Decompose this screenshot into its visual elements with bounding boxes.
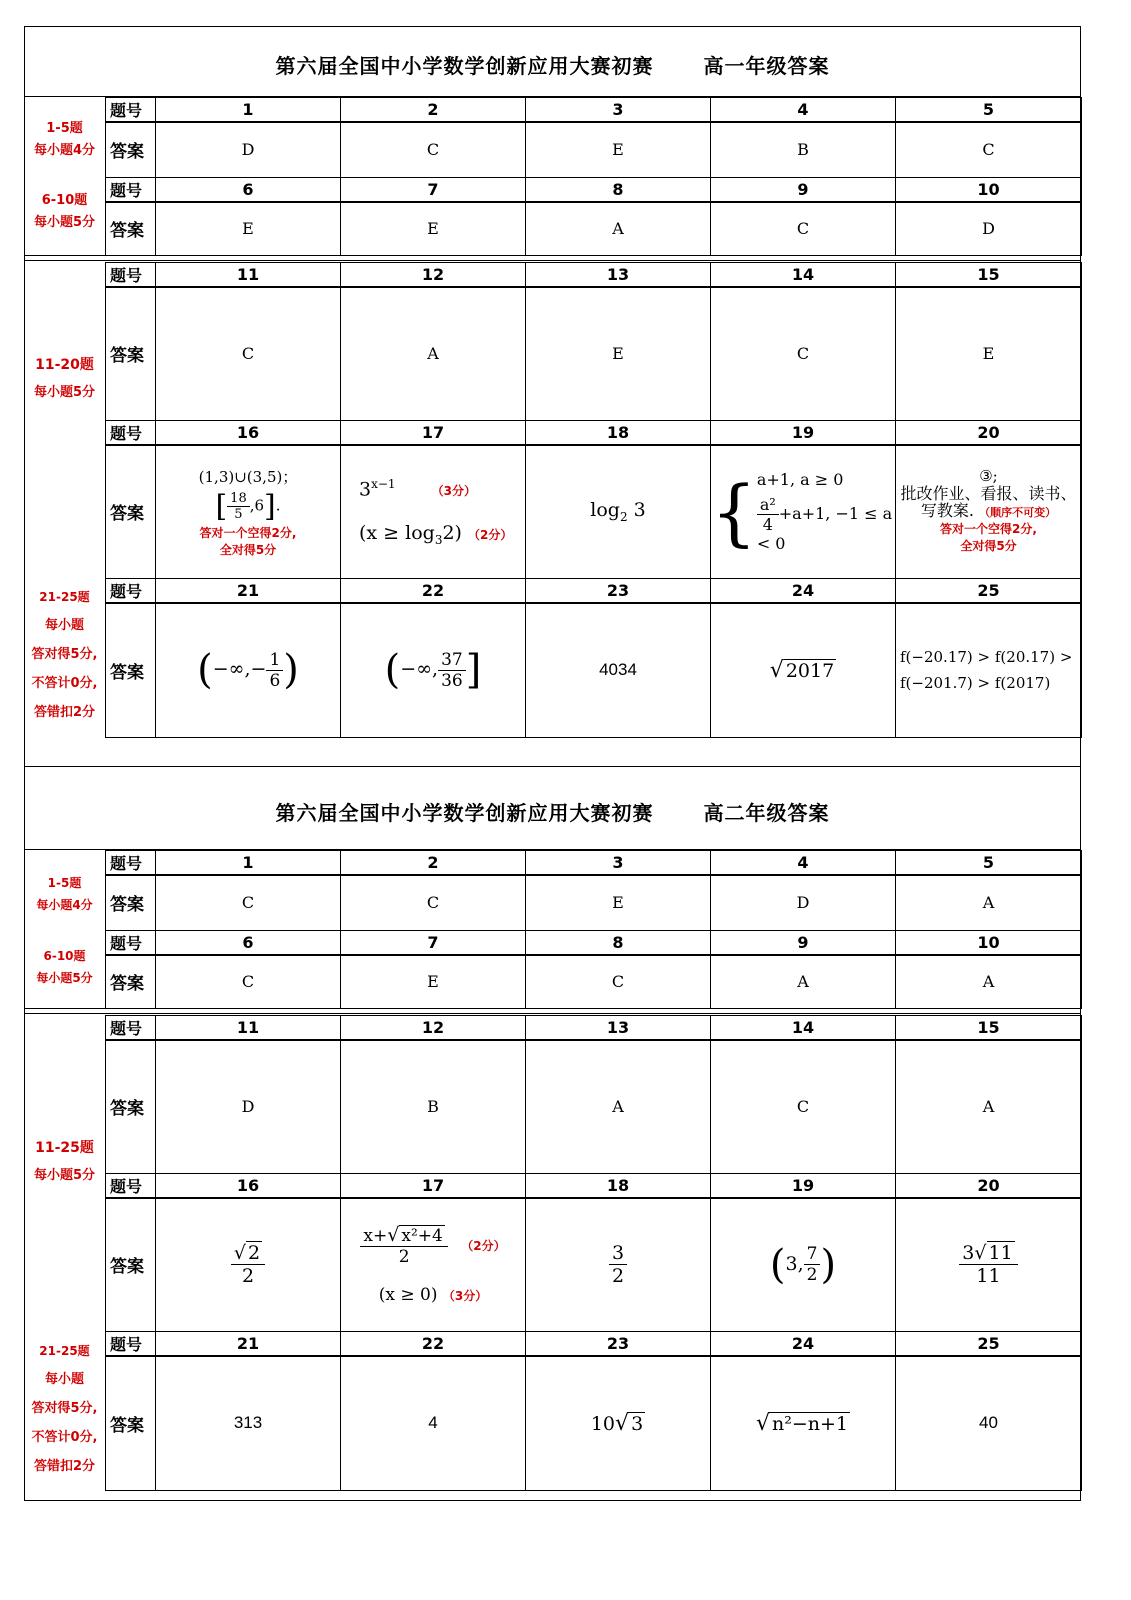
text-fragment [227,491,250,522]
text-fragment [711,470,895,553]
answer-16 [156,1198,341,1331]
table-cell: 答案 [106,287,156,420]
grade-title: 高二年级答案 [703,801,830,825]
text-fragment: 3 [434,532,443,547]
text-fragment: f(−20.17) > f(20.17) > [900,648,1073,667]
table-cell: A [526,202,711,256]
text-fragment [231,1242,265,1287]
question-number-row [106,1173,1082,1198]
section2-table-11-25 [105,1015,1082,1491]
text-fragment: 答对一个空得2分, [199,525,297,540]
section2-table-1-10 [105,850,1082,1009]
table-cell: 22 [341,1331,526,1356]
section1-side-1-5 [24,118,105,162]
text-fragment: 21-25题 [39,1344,90,1358]
text-fragment: 1-5题 [47,876,82,890]
table-cell: 题号 [106,1016,156,1041]
text-fragment: 批改作业、看报、读书、 [900,484,1077,504]
table-cell: 1 [156,98,341,123]
text-fragment: √ [615,1410,630,1436]
text-fragment: ] [465,647,482,694]
text-fragment: 18 [227,491,250,507]
answer-row [106,122,1082,177]
table-cell: 12 [341,1016,526,1041]
table-cell: 题号 [106,177,156,202]
table-cell: 14 [711,1016,896,1041]
answer-24 [711,603,896,737]
answer-18 [526,445,711,578]
table-cell: 21 [156,1331,341,1356]
divider [24,1008,1081,1009]
text-fragment [959,1242,1017,1287]
text-fragment [438,650,466,691]
table-cell: 19 [711,1173,896,1198]
section2-side-1-5 [24,872,105,916]
table-cell: D [156,122,341,177]
table-cell: 题号 [106,930,156,955]
answer-row [106,445,1082,578]
text-fragment [341,1224,525,1267]
text-fragment: [ $\frac{18}{5}$ ,6]. [215,488,281,524]
text-fragment: 5 [234,506,243,522]
table-cell: C [341,875,526,930]
table-cell: 8 [526,930,711,955]
table-cell: 答案 [106,955,156,1009]
answer-16 [156,445,341,578]
text-fragment [360,1224,447,1247]
table-cell: 5 [896,851,1082,876]
table-cell: 题号 [106,420,156,445]
table-cell: E [526,287,711,420]
table-cell: 7 [341,930,526,955]
question-number-row [106,420,1082,445]
table-cell: 答案 [106,875,156,930]
table-cell: 8 [526,177,711,202]
section1-side-21-25 [24,586,105,724]
divider [24,260,1081,261]
answer-20 [896,445,1082,578]
answer-23 [526,1356,711,1490]
table-cell: E [341,202,526,256]
text-fragment: 6-10题 [43,949,86,963]
table-cell: E [526,122,711,177]
answer-21 [156,603,341,737]
section1-table-1-10 [105,97,1082,256]
table-cell: 5 [896,98,1082,123]
table-cell: 答案 [106,202,156,256]
table-cell: D [896,202,1082,256]
text-fragment: 答对得5分, [31,1401,98,1416]
answer-22: 4 [341,1356,526,1490]
text-fragment: 2 [241,1265,255,1288]
table-cell: A [896,955,1082,1009]
contest-title: 第六届全国中小学数学创新应用大赛初赛 [275,801,654,825]
divider [24,1013,1081,1014]
grade-title: 高一年级答案 [703,54,830,78]
text-fragment: 36 [441,670,463,691]
table-cell: C [711,1040,896,1173]
question-number-row [106,98,1082,123]
answer-row [106,1356,1082,1490]
table-cell: 题号 [106,578,156,603]
section2-side-11-25 [24,1137,105,1187]
table-cell: 23 [526,1331,711,1356]
text-fragment: 3, [785,1252,804,1275]
table-cell: B [711,122,896,177]
text-fragment: 10 [590,1412,616,1435]
text-fragment [959,1242,1017,1265]
text-fragment: √ [769,657,784,683]
text-fragment [757,495,895,553]
table-cell: D [711,875,896,930]
table-cell: C [896,122,1082,177]
table-cell: 题号 [106,851,156,876]
table-cell: C [526,955,711,1009]
text-fragment: 4 [762,515,773,535]
answer-row [106,287,1082,420]
table-cell: 17 [341,420,526,445]
table-cell: 题号 [106,263,156,288]
text-fragment: 3 [962,1242,975,1265]
text-fragment: 2017 [785,659,835,682]
text-fragment: 答错扣2分 [33,705,96,720]
section1-table-11-20 [105,262,1082,738]
text-fragment: 每小题5分 [33,385,96,400]
table-cell: 答案 [106,1198,156,1331]
text-fragment: 2 [619,510,628,525]
section2-side-6-10 [24,945,105,989]
section1-title [24,50,1081,79]
text-fragment: 答对得5分, [31,647,98,662]
answer-21: 313 [156,1356,341,1490]
table-cell: 20 [896,1173,1082,1198]
text-fragment [106,98,1082,256]
text-fragment [231,1242,265,1265]
table-cell: 4 [711,851,896,876]
table-cell: 答案 [106,122,156,177]
text-fragment: 2 [806,1265,818,1286]
question-number-row [106,177,1082,202]
table-cell: 6 [156,177,341,202]
text-fragment: ③; [979,467,998,486]
answer-24 [711,1356,896,1490]
text-fragment: 3 [359,478,372,501]
text-fragment: ) [820,1241,837,1288]
text-fragment [360,1224,447,1267]
table-cell: 16 [156,420,341,445]
table-cell: 11 [156,263,341,288]
text-fragment: 11-25题 [35,1140,94,1156]
text-fragment [341,1285,525,1305]
table-cell: 21 [156,578,341,603]
text-fragment: 3 [633,499,646,522]
table-cell: 15 [896,263,1082,288]
text-fragment: { [711,469,757,554]
answer-row [106,603,1082,737]
text-fragment: f(−201.7) > f(2017) [900,674,1051,693]
table-cell: 18 [526,1173,711,1198]
question-number-row [106,263,1082,288]
answer-row [106,955,1082,1009]
text-fragment [757,470,895,553]
answer-17 [341,1198,526,1331]
text-fragment: √ [233,1242,246,1265]
text-fragment: √ [387,1224,400,1247]
table-cell: 24 [711,1331,896,1356]
text-fragment [359,477,525,500]
text-fragment: 3 [609,1242,627,1265]
text-fragment: −∞,− [212,658,267,681]
text-fragment [106,263,1082,738]
text-fragment: （3分） [431,484,476,499]
text-fragment [266,650,283,691]
table-cell: C [156,875,341,930]
table-cell: 答案 [106,603,156,737]
section1-side-11-20 [24,354,105,404]
answer-18 [526,1198,711,1331]
table-cell: 12 [341,263,526,288]
text-fragment [896,502,1081,521]
table-cell: E [526,875,711,930]
text-fragment: 每小题4分 [33,143,96,158]
question-number-row [106,1331,1082,1356]
text-fragment: (x ≥ log [359,522,435,545]
answer-20 [896,1198,1082,1331]
table-cell: 13 [526,1016,711,1041]
answer-23: 4034 [526,603,711,737]
text-fragment: ( [769,1241,786,1288]
table-cell: E [896,287,1082,420]
text-fragment: 1-5题 [46,121,83,136]
table-cell: A [896,875,1082,930]
text-fragment: 11 [988,1242,1013,1265]
text-fragment: ,6 [249,496,265,515]
table-cell: E [156,202,341,256]
section2-side-21-25 [24,1340,105,1478]
table-cell: 11 [156,1016,341,1041]
question-number-row [106,930,1082,955]
text-fragment: 1 [266,650,283,671]
table-cell: 1 [156,851,341,876]
answer-22 [341,603,526,737]
section2-title [24,797,1081,826]
text-fragment [609,1242,627,1287]
question-number-row [106,1016,1082,1041]
answer-row [106,875,1082,930]
text-fragment [359,522,525,547]
text-fragment: 6-10题 [41,193,88,208]
table-cell: 7 [341,177,526,202]
table-cell: 答案 [106,1040,156,1173]
table-cell: 答案 [106,1356,156,1490]
table-cell: 25 [896,578,1082,603]
table-cell: 3 [526,851,711,876]
table-cell: C [156,955,341,1009]
contest-title: 第六届全国中小学数学创新应用大赛初赛 [275,54,654,78]
text-fragment: a² [757,495,779,515]
text-fragment: （顺序不可变） [979,506,1057,520]
text-fragment: 2 [248,1242,261,1265]
table-cell: 题号 [106,1331,156,1356]
text-fragment: 每小题5分 [36,971,93,985]
answer-row [106,1040,1082,1173]
text-fragment: 答错扣2分 [33,1459,96,1474]
text-fragment: +a+1, −1 ≤ a < 0 [756,504,893,554]
text-fragment [757,495,779,534]
text-fragment [106,851,1082,1009]
table-cell: 9 [711,177,896,202]
text-fragment: x²+4 [401,1226,443,1247]
text-fragment: 2) [442,522,462,545]
text-fragment: √ [974,1242,987,1265]
text-fragment: a+1, a ≥ 0 [756,470,844,490]
text-fragment: （3分） [442,1289,488,1304]
text-fragment: log [590,499,620,522]
table-cell: 16 [156,1173,341,1198]
text-fragment: 每小题5分 [33,215,96,230]
text-fragment: 每小题5分 [33,1168,96,1183]
table-cell: 15 [896,1016,1082,1041]
text-fragment: 不答计0分, [31,1430,98,1445]
text-fragment: 6 [269,670,281,691]
table-cell: A [896,1040,1082,1173]
table-cell: 18 [526,420,711,445]
divider [24,255,1081,256]
section1-side-6-10 [24,190,105,234]
text-fragment: 写教案. [920,501,974,521]
text-fragment: （2分） [461,1239,506,1254]
text-fragment: −∞, [400,658,439,681]
table-cell: C [711,287,896,420]
table-cell: 2 [341,851,526,876]
table-cell: C [341,122,526,177]
table-cell: B [341,1040,526,1173]
text-fragment: x+ [363,1226,388,1247]
divider [24,766,1081,767]
text-fragment: 答对一个空得2分, [940,522,1037,537]
answer-17 [341,445,526,578]
text-fragment [106,1016,1082,1491]
text-fragment: ) [283,647,299,694]
text-fragment: x−1 [371,476,396,491]
question-number-row [106,578,1082,603]
table-cell: C [156,287,341,420]
text-fragment: (x ≥ 0) [378,1285,438,1306]
text-fragment: ( [384,647,401,694]
table-cell: A [526,1040,711,1173]
answer-row [106,1198,1082,1331]
table-cell: 6 [156,930,341,955]
text-fragment: 不答计0分, [31,676,98,691]
table-cell: 10 [896,177,1082,202]
answer-19 [711,1198,896,1331]
table-cell: 9 [711,930,896,955]
table-cell: 10 [896,930,1082,955]
table-cell: A [341,287,526,420]
text-fragment: ] [264,488,276,524]
text-fragment [804,1244,821,1285]
answer-25: 40 [896,1356,1082,1490]
question-number-row [106,851,1082,876]
table-cell: C [711,202,896,256]
table-cell: 25 [896,1331,1082,1356]
text-fragment: (1,3)∪(3,5)； [198,467,298,486]
text-fragment: （2分） [468,528,513,543]
text-fragment: 每小题4分 [36,898,93,912]
table-cell: D [156,1040,341,1173]
table-cell: 13 [526,263,711,288]
text-fragment: 37 [438,650,466,671]
table-cell: 2 [341,98,526,123]
text-fragment: 2 [398,1247,410,1268]
text-fragment: 每小题 [44,1372,84,1387]
text-fragment: 2 [611,1265,625,1288]
text-fragment: 21-25题 [39,590,90,604]
text-fragment: 全对得5分 [219,542,277,557]
table-cell: 答案 [106,445,156,578]
table-cell: 24 [711,578,896,603]
text-fragment: 3 [631,1412,644,1435]
table-cell: E [341,955,526,1009]
answer-row [106,202,1082,256]
table-cell: 20 [896,420,1082,445]
table-cell: 4 [711,98,896,123]
table-cell: 17 [341,1173,526,1198]
answer-25 [896,603,1082,737]
text-fragment: 7 [804,1244,821,1265]
table-cell: 题号 [106,1173,156,1198]
table-cell: A [711,955,896,1009]
table-cell: 14 [711,263,896,288]
text-fragment: [ [215,488,228,524]
table-cell: 23 [526,578,711,603]
text-fragment: ( [197,647,213,694]
table-cell: 19 [711,420,896,445]
text-fragment: 每小题 [44,618,84,633]
text-fragment: 全对得5分 [960,539,1017,554]
answer-19 [711,445,896,578]
table-cell: 22 [341,578,526,603]
text-fragment: 11-20题 [35,357,94,373]
table-cell: 3 [526,98,711,123]
table-cell: 题号 [106,98,156,123]
text-fragment: √ [755,1410,770,1436]
text-fragment: n²−n+1 [772,1412,849,1435]
text-fragment: 11 [976,1265,1001,1288]
